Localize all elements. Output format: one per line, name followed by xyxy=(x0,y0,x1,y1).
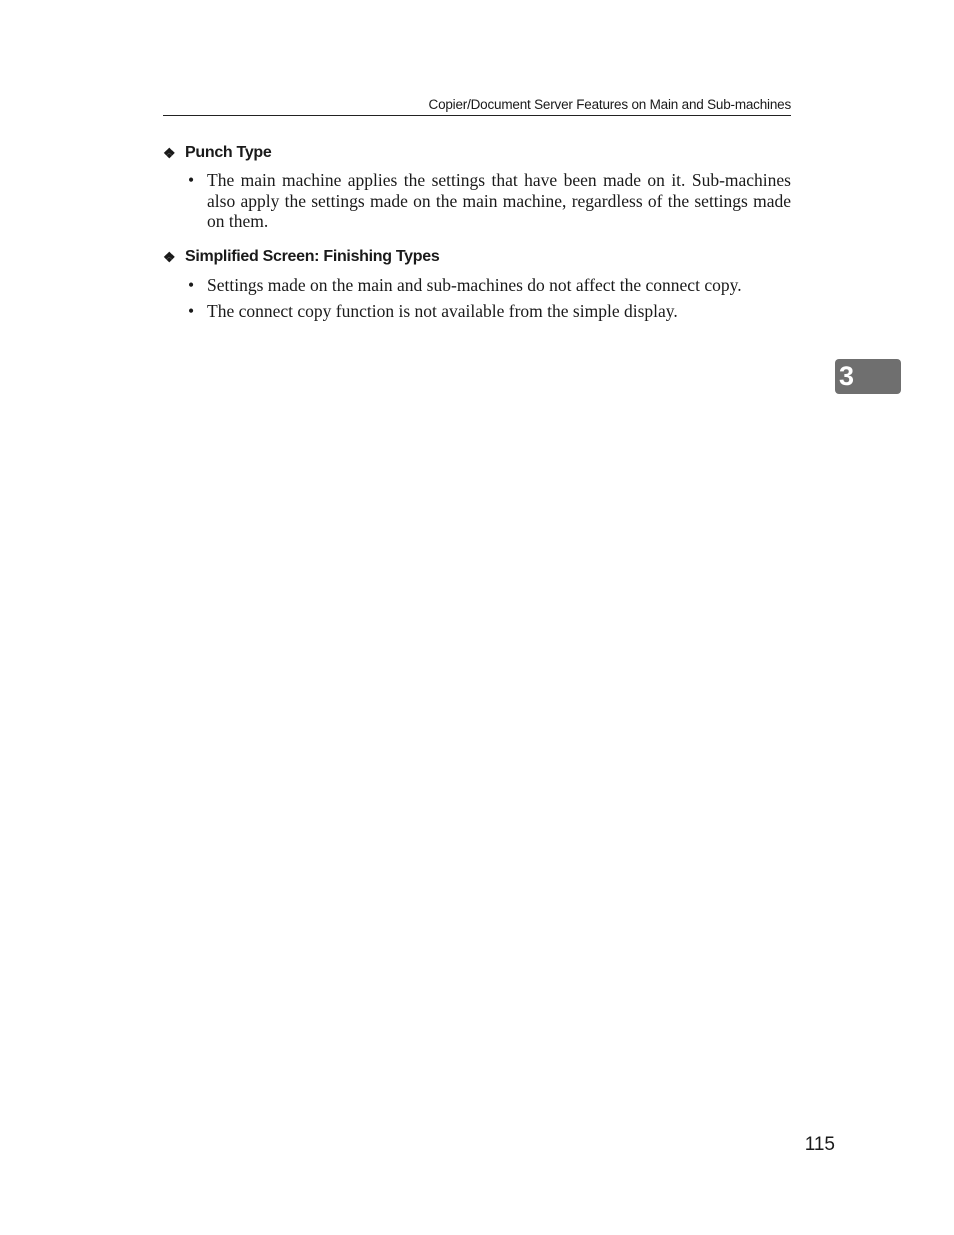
section-simplified-screen xyxy=(163,246,791,321)
chapter-tab xyxy=(835,359,901,394)
section-heading-text: Punch Type xyxy=(185,144,272,161)
section-heading xyxy=(163,142,791,164)
list-item-text: The connect copy function is not available from the simple display. xyxy=(207,300,678,321)
bullet-dot-icon: • xyxy=(188,300,195,321)
chapter-tab-number: 3 xyxy=(839,361,855,391)
running-header xyxy=(163,95,791,116)
list-item xyxy=(163,170,791,232)
section-heading xyxy=(163,246,791,268)
bullet-list xyxy=(163,170,791,232)
bullet-dot-icon: • xyxy=(188,170,195,190)
list-item xyxy=(163,301,791,322)
list-item-text: The main machine applies the settings that have been made on it. Sub-machines also apply the settings made on the main machine, regardless of the settings made on them. xyxy=(207,170,791,231)
four-diamond-bullet-icon: ❖ xyxy=(163,249,176,265)
list-item-text: Settings made on the main and sub-machines do not affect the connect copy. xyxy=(207,275,742,295)
bullet-list xyxy=(163,275,791,321)
page-number: 115 xyxy=(804,1134,835,1155)
section-heading-text: Simplified Screen: Finishing Types xyxy=(185,248,440,265)
running-header-title: Copier/Document Server Features on Main and Sub-machines xyxy=(428,97,791,112)
four-diamond-bullet-icon: ❖ xyxy=(163,145,176,161)
section-punch-type xyxy=(163,142,791,232)
bullet-dot-icon: • xyxy=(188,275,195,295)
list-item xyxy=(163,275,791,296)
